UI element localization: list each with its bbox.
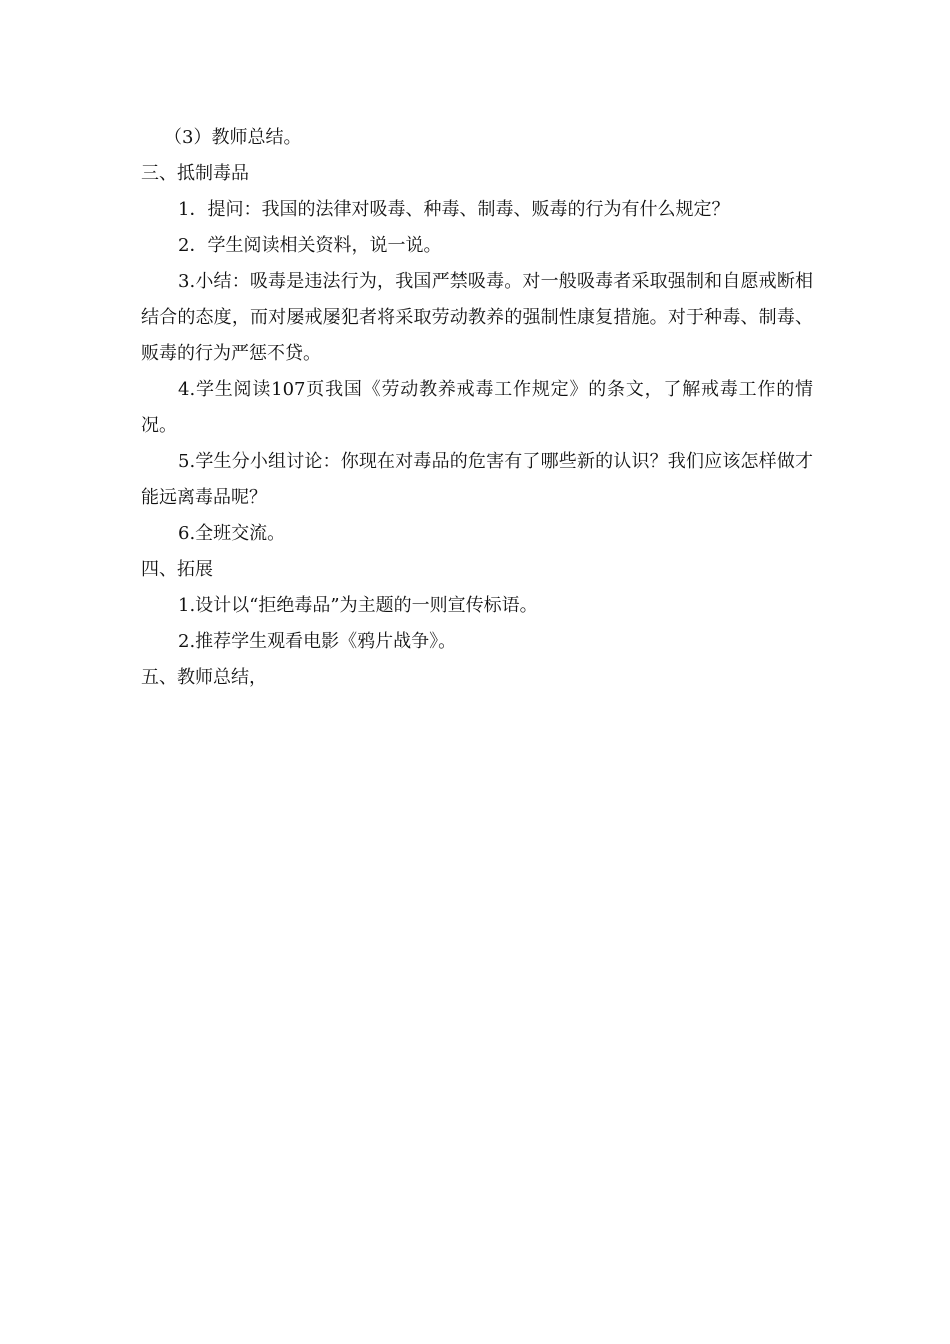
section-heading-extension: 四、拓展	[141, 559, 213, 580]
list-item-recommend-movie: 2.推荐学生观看电影《鸦片战争》。	[178, 631, 457, 652]
list-item-reading: 2．学生阅读相关资料，说一说。	[178, 235, 442, 256]
paragraph-summary: 3.小结：吸毒是违法行为，我国严禁吸毒。对一般吸毒者采取强制和自愿戒断相结合的态度，而对屡戒屡犯者将采取劳动教养的强制性康复措施。对于种毒、制毒、贩毒的行为严惩不贷。	[141, 271, 813, 364]
document-body	[141, 120, 813, 696]
section-heading-teacher-summary: 五、教师总结，	[141, 667, 267, 688]
section-heading-resist-drugs: 三、抵制毒品	[141, 163, 249, 184]
list-item-class-exchange: 6.全班交流。	[178, 523, 286, 544]
teacher-summary-subitem: （3）教师总结。	[164, 127, 302, 148]
list-item-design-slogan: 1.设计以“拒绝毒品”为主题的一则宣传标语。	[178, 595, 538, 616]
paragraph-reading-page: 4.学生阅读107页我国《劳动教养戒毒工作规定》的条文，了解戒毒工作的情况。	[141, 379, 813, 436]
list-item-question: 1．提问：我国的法律对吸毒、种毒、制毒、贩毒的行为有什么规定？	[178, 199, 730, 220]
paragraph-group-discussion: 5.学生分小组讨论：你现在对毒品的危害有了哪些新的认识？我们应该怎样做才能远离毒品呢？	[141, 451, 813, 508]
